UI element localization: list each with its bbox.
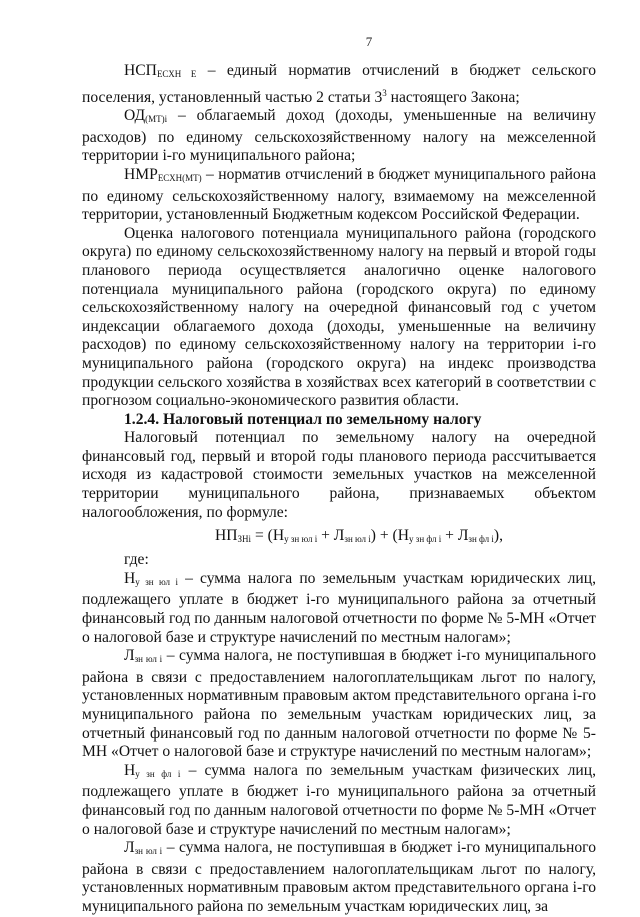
- symbol: Н: [124, 761, 136, 779]
- section-heading: 1.2.4. Налоговый потенциал по земельному налогу: [124, 410, 482, 428]
- symbol-subscript: у зн юл i: [135, 576, 178, 587]
- symbol: НМР: [124, 165, 158, 183]
- symbol-subscript: зн юл i: [134, 654, 163, 665]
- where-label: где:: [124, 551, 149, 569]
- formula-part: ) + (Н: [370, 527, 410, 545]
- formula-subscript: зн фл i: [468, 534, 494, 545]
- definition-l-ul: [82, 647, 596, 762]
- symbol: ОД: [124, 107, 146, 125]
- formula: [82, 526, 596, 549]
- symbol: НСП: [124, 62, 157, 79]
- formula-part: = (Н: [251, 527, 285, 545]
- symbol: Н: [124, 569, 136, 587]
- formula-subscript: у зн юл i: [284, 534, 318, 545]
- definition-text: – сумма налога, не поступившая в бюджет i-го муниципального района в связи с предоставлением налогоплательщикам льгот по налогу, установленных нормативным правовым актом представительного органа i-го муниципального района по земельным участкам юридических лиц, за отчетный финансовый год по данным налоговой отчетности по форме № 5-МН «Отчет о налоговой базе и структуре начислений по местным налогам»;: [82, 647, 596, 761]
- definition-tail: настоящего Закона;: [386, 88, 520, 106]
- symbol-subscript: ЕСХН(МТ): [157, 172, 202, 183]
- paragraph-assessment: Оценка налогового потенциала муниципального района (городского округа) по единому сельскохозяйственному налогу на первый и второй годы планового периода осуществляется аналогично оценке налогового потенциала муниципального района (городского округа) по единому сельскохозяйственному налогу на очередной финансовый год с учетом индексации облагаемого дохода (доходы, уменьшенные на величину расходов) по единому сельскохозяйственному налогу на территории i-го муниципального района (городского округа) на индекс производства продукции сельского хозяйства в хозяйствах всех категорий в соответствии с прогнозом социально-экономического развития области.: [82, 224, 596, 410]
- formula-part: ),: [493, 527, 503, 545]
- definition-n-ul: [82, 570, 596, 647]
- page-number: 7: [365, 34, 373, 49]
- paragraph-land-tax-intro: Налоговый потенциал по земельному налогу на очередной финансовый год, первый и второй годы планового периода рассчитывается исходя из кадастровой стоимости земельных участков на межселенной территории муниципального района, признаваемых объектом налогообложения, по формуле:: [82, 429, 596, 521]
- definition-nmr-esxn: [82, 166, 596, 225]
- symbol-subscript: у зн фл i: [135, 768, 181, 779]
- formula-lhs-subscript: ЗНi: [237, 534, 252, 545]
- definition-nsp-esxn: [82, 62, 596, 107]
- definition-text: – норматив отчислений в бюджет муниципального района по единому сельскохозяйственному налогу, взимаемому на межселенной территории, установленный Бюджетным кодексом Российской Федерации.: [82, 165, 596, 224]
- document-body: [82, 62, 596, 917]
- symbol-subscript: зн юл i: [134, 846, 163, 857]
- formula-subscript: у зн фл i: [409, 534, 442, 545]
- symbol: Л: [124, 839, 135, 857]
- definition-od-mt: [82, 107, 596, 166]
- formula-part: + Л: [317, 527, 345, 545]
- definition-text: – сумма налога по земельным участкам физических лиц, подлежащего уплате в бюджет i-го муниципального района за отчетный финансовый год по данным налоговой отчетности по форме № 5-МН «Отчет о налоговой базе и структуре начислений по местным налогам»;: [82, 761, 596, 838]
- definition-text: – облагаемый доход (доходы, уменьшенные на величину расходов) по единому сельскохозяйственному налогу на межселенной территории i-го муниципального района;: [82, 107, 596, 165]
- symbol: Л: [124, 647, 135, 665]
- superscript: 3: [382, 87, 387, 98]
- definition-n-fl: [82, 762, 596, 839]
- symbol-subscript: (МТ)i: [145, 114, 168, 125]
- definition-text: – сумма налога по земельным участкам юридических лиц, подлежащего уплате в бюджет i-го муниципального района за отчетный финансовый год по данным налоговой отчетности по форме № 5-МН «Отчет о налоговой базе и структуре начислений по местным налогам»;: [82, 569, 596, 646]
- formula-subscript: зн юл i: [344, 534, 371, 545]
- definition-text: – сумма налога, не поступившая в бюджет i-го муниципального района в связи с предоставлением налогоплательщикам льгот по налогу, установленных нормативным правовым актом представительного органа i-го муниципального района по земельным участкам юридических лиц, за: [82, 839, 596, 915]
- formula-lhs: НП: [215, 527, 238, 545]
- symbol-subscript: ЕСХН Е: [156, 69, 197, 79]
- formula-part: + Л: [441, 527, 469, 545]
- definition-text: – единый норматив отчислений в бюджет сельского поселения, установленный частью 2 статьи 3: [82, 62, 597, 106]
